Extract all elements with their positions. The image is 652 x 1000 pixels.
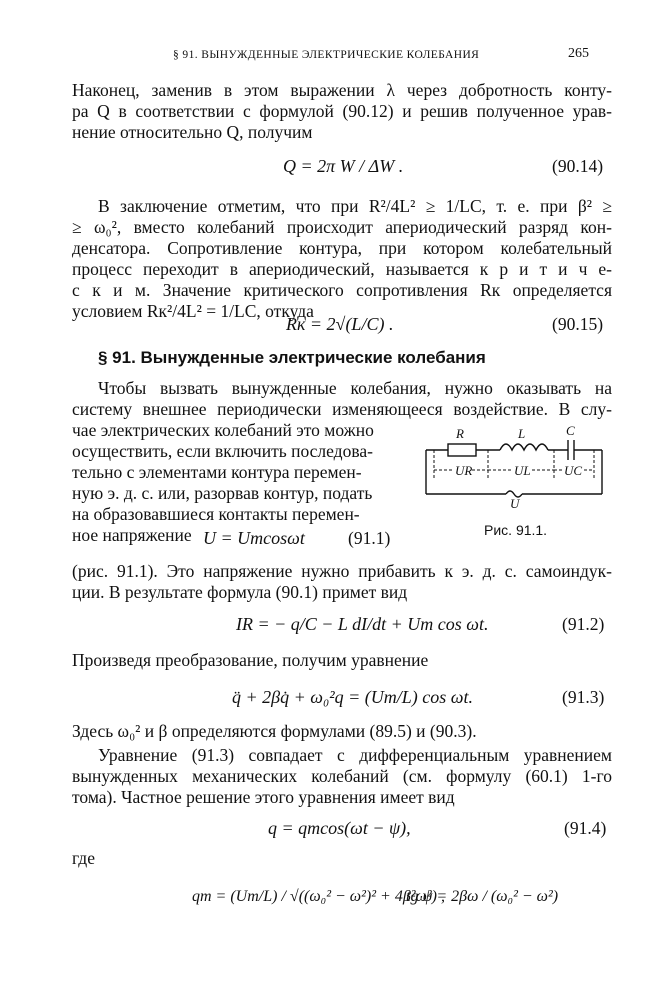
- equation-number: (90.15): [552, 314, 604, 334]
- text-line: вынужденных механических колебаний (см. формулу (60.1) 1-го: [72, 766, 612, 786]
- text-line: денсатора. Сопротивление контура, при котором колебательный: [72, 238, 612, 258]
- ul-label: UL: [514, 463, 531, 478]
- paragraph-5: Произведя преобразование, получим уравнение: [72, 650, 429, 670]
- text-line: осуществить, если включить последова-: [72, 441, 373, 461]
- text-line: В заключение отметим, что при R²/4L² ≥ 1/LC, т. е. при β² ≥: [98, 196, 612, 216]
- text-line: ра Q в соответствии с формулой (90.12) и решив полученное урав-: [72, 101, 612, 121]
- inductor-label: L: [518, 426, 526, 441]
- uc-label: UC: [564, 463, 583, 478]
- qm-formula: qm = (Um/L) / √((ω₀² − ω²)² + 4β²ω²) ,: [192, 888, 445, 905]
- text-line: нение относительно Q, получим: [72, 122, 313, 142]
- text-line: на образовавшиеся контакты перемен-: [72, 504, 360, 524]
- u-label: U: [510, 496, 520, 510]
- tg-psi-formula: tg ψ = 2βω / (ω₀² − ω²): [406, 888, 559, 905]
- equation-91-3: q̈ + 2βq̇ + ω₀²q = (Um/L) cos ωt.: [232, 687, 473, 707]
- equation-91-1: U = Umcosωt: [203, 528, 305, 548]
- text-line: ≥ ω₀², вместо колебаний происходит апериодический разряд кон-: [72, 217, 612, 237]
- resistor-label: R: [456, 426, 464, 441]
- text-line: ную э. д. с. или, разорвав контур, подать: [72, 483, 373, 503]
- text-line: условием Rк²/4L² = 1/LC, откуда: [72, 301, 314, 321]
- text-line: с к и м. Значение критического сопротивления Rк определяется: [72, 280, 612, 300]
- where-word: где: [72, 848, 95, 868]
- ur-label: UR: [455, 463, 473, 478]
- equation-number: (90.14): [552, 156, 604, 176]
- circuit-diagram: [418, 420, 618, 510]
- text-line: ции. В результате формула (90.1) примет вид: [72, 582, 408, 602]
- paragraph-6: Здесь ω₀² и β определяются формулами (89.5) и (90.3).: [72, 721, 477, 741]
- equation-number: (91.1): [348, 528, 391, 548]
- text-line: (рис. 91.1). Это напряжение нужно прибавить к э. д. с. самоиндук-: [72, 561, 612, 581]
- equation-91-4: q = qmcos(ωt − ψ),: [268, 818, 411, 838]
- equation-number: (91.2): [562, 614, 605, 634]
- running-title: § 91. ВЫНУЖДЕННЫЕ ЭЛЕКТРИЧЕСКИЕ КОЛЕБАНИЯ: [173, 49, 480, 61]
- equation-90-14: Q = 2π W / ΔW .: [283, 156, 404, 176]
- text-line: чае электрических колебаний это можно: [72, 420, 374, 440]
- page-number: 265: [568, 46, 589, 61]
- text-line: Чтобы вызвать вынужденные колебания, нужно оказывать на: [98, 378, 612, 398]
- text-line: тельно с элементами контура перемен-: [72, 462, 362, 482]
- text-line: ное напряжение: [72, 525, 192, 545]
- capacitor-label: C: [566, 423, 575, 438]
- equation-91-2: IR = − q/C − L dI/dt + Um cos ωt.: [236, 614, 489, 634]
- text-line: Наконец, заменив в этом выражении λ через добротность конту-: [72, 80, 612, 100]
- section-heading: § 91. Вынужденные электрические колебания: [98, 348, 486, 367]
- text-line: Уравнение (91.3) совпадает с дифференциальным уравнением: [98, 745, 612, 765]
- equation-number: (91.3): [562, 687, 605, 707]
- equation-90-15: Rк = 2√(L/C) .: [286, 314, 394, 334]
- text-line: процесс переходит в апериодический, называется к р и т и ч е-: [72, 259, 612, 279]
- text-line: тома). Частное решение этого уравнения имеет вид: [72, 787, 455, 807]
- equation-number: (91.4): [564, 818, 607, 838]
- text-line: систему внешнее периодически изменяющееся воздействие. В слу-: [72, 399, 612, 419]
- figure-caption: Рис. 91.1.: [484, 522, 548, 538]
